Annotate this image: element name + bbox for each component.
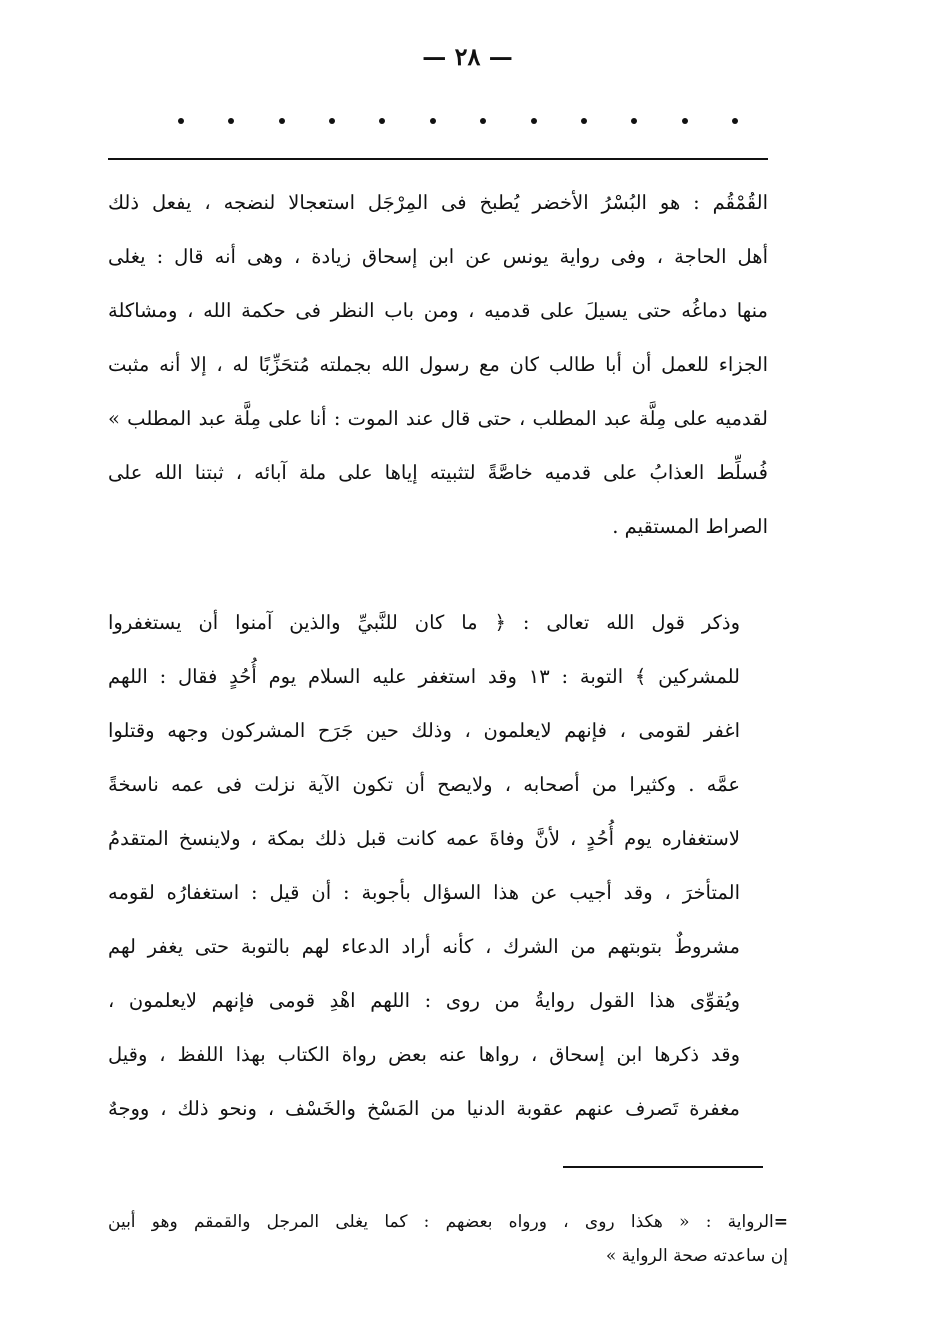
section-break-dots (178, 118, 738, 124)
text-line: فُسلِّط العذابُ على قدميه خاصَّةً لتثبيته إياها على ملة آبائه ، ثبتنا الله على (108, 461, 768, 484)
text-line: منها دماغُه حتى يسيلَ على قدميه ، ومن باب النظر فى حكمة الله ، ومشاكلة (108, 299, 768, 322)
text-line: القُمْقُم : هو البُسْرُ الأخضر يُطبخ فى المِرْجَل استعجالا لنضجه ، يفعل ذلك (108, 191, 768, 214)
text-line: عمَّه . وكثيرا من أصحابه ، ولايصح أن تكون الآية نزلت فى عمه ناسخةً (108, 773, 740, 796)
footnote-line (108, 1205, 788, 1239)
text-line: للمشركين ﴾ التوبة : ١٣ وقد استغفر عليه السلام يوم أُحُدٍ فقال : اللهم (108, 665, 740, 688)
separator-dot (480, 118, 486, 124)
text-line: لاستغفاره يوم أُحُدٍ ، لأنَّ وفاةَ عمه كانت قبل ذلك بمكة ، ولاينسخ المتقدمُ (108, 827, 740, 850)
separator-dot (228, 118, 234, 124)
footnote-line: إن ساعدته صحة الرواية » (605, 1246, 788, 1266)
header-rule (108, 158, 768, 160)
continued-paragraph (108, 176, 768, 554)
text-line: أهل الحاجة ، وفى رواية يونس عن ابن إسحاق زيادة ، وهى أنه قال : يغلى (108, 245, 768, 268)
text-line: مغفرة تَصرف عنهم عقوبة الدنيا من المَسْخ والخَسْف ، ونحو ذلك ، ووجهٌ (108, 1097, 740, 1120)
text-line: الصراط المستقيم . (612, 515, 768, 538)
separator-dot (279, 118, 285, 124)
separator-dot (430, 118, 436, 124)
text-line: مشروطٌ بتوبتهم من الشرك ، كأنه أراد الدعاء لهم بالتوبة حتى يغفر لهم (108, 935, 740, 958)
text-line: لقدميه على مِلَّة عبد المطلب ، حتى قال عند الموت : أنا على مِلَّة عبد المطلب » (108, 407, 768, 430)
paragraph-quran-verse (108, 596, 768, 1136)
separator-dot (329, 118, 335, 124)
footnote-continuation-mark: = (773, 1212, 788, 1232)
footnote-text: الرواية : « هكذا روى ، ورواه بعضهم : كما يغلى المرجل والقمقم وهو أبين (108, 1212, 774, 1232)
separator-dot (682, 118, 688, 124)
separator-dot (631, 118, 637, 124)
text-line: المتأخرَ ، وقد أجيب عن هذا السؤال بأجوبة : أن قيل : استغفارُه لقومه (108, 881, 740, 904)
footnote-rule (563, 1166, 763, 1168)
text-line: وقد ذكرها ابن إسحاق ، رواها عنه بعض رواة الكتاب بهذا اللفظ ، وقيل (108, 1043, 740, 1066)
text-line: ويُقوِّى هذا القول روايةُ من روى : اللهم اهْدِ قومى فإنهم لايعلمون ، (108, 989, 740, 1012)
separator-dot (379, 118, 385, 124)
text-line: الجزاء للعمل أن أبا طالب كان مع رسول الله بجملته مُتحَزِّبًا له ، إلا أنه مثبت (108, 353, 768, 376)
separator-dot (581, 118, 587, 124)
separator-dot (178, 118, 184, 124)
page-number: — ٢٨ — (422, 42, 513, 71)
footnote (108, 1205, 788, 1273)
separator-dot (732, 118, 738, 124)
text-line: اغفر لقومى ، فإنهم لايعلمون ، وذلك حين جَرَح المشركون وجهه وقتلوا (108, 719, 740, 742)
text-line: وذكر قول الله تعالى : ﴿ ما كان للنَّبيِّ والذين آمنوا أن يستغفروا (108, 611, 740, 634)
separator-dot (531, 118, 537, 124)
